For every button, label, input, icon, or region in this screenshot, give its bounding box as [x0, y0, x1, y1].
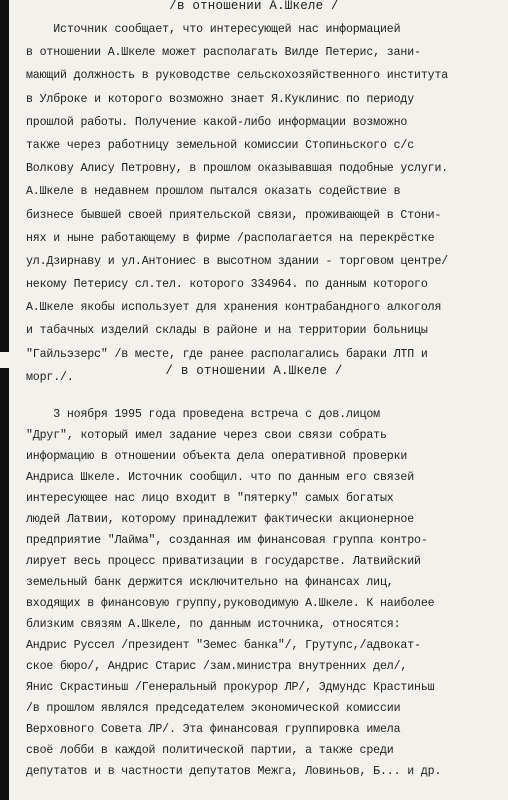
text-line: нях и ныне работающему в фирме /располагается на перекрёстке	[26, 231, 435, 245]
text-line: в Улброке и которого возможно знает Я.Куклинис по периоду	[26, 92, 415, 106]
text-line: ское бюро/, Андрис Старис /зам.министра внутренних дел/,	[26, 660, 408, 673]
text-line: близким связям А.Шкеле, по данным источника, относятся:	[26, 618, 401, 631]
text-line: "Друг", который имел задание через свои связи собрать	[26, 429, 387, 442]
section-heading-1: /в отношении А.Шкеле /	[169, 0, 339, 13]
scan-edge-mark-bottom	[0, 368, 9, 800]
text-line: мающий должность в руководстве сельскохозяйственного института	[26, 69, 449, 83]
text-line: предприятие "Лайма", созданная им финансовая группа контро-	[26, 534, 428, 547]
text-line: некому Петерису сл.тел. которого 334964. по данным которого	[26, 278, 428, 292]
text-line: бизнесе бывшей своей приятельской связи, проживающей в Стони-	[26, 208, 442, 222]
text-line: ул.Дзирнаву и ул.Антониес в высотном здании - торговом центре/	[26, 254, 449, 268]
text-line: в отношении А.Шкеле может располагать Вилде Петерис, зани-	[26, 46, 421, 60]
text-line: А.Шкеле якобы использует для хранения контрабандного алкоголя	[26, 301, 442, 315]
text-line: "Гайльэзерс" /в месте, где ранее располагались бараки ЛТП и	[26, 347, 428, 361]
text-line: Янис Скрастиньш /Генеральный прокурор ЛР/, Эдмундс Крастиньш	[26, 681, 435, 694]
text-line: земельный банк держится исключительно на финансах лиц,	[26, 576, 394, 589]
scan-edge-mark-top	[0, 0, 9, 352]
text-line: Волкову Алису Петровну, в прошлом оказывавшая подобные услуги.	[26, 162, 449, 176]
text-line: А.Шкеле в недавнем прошлом пытался оказать содействие в	[26, 185, 401, 199]
text-line: депутатов и в частности депутатов Межга, Ловиньов, Б... и др.	[26, 765, 442, 778]
text-line: прошлой работы. Получение какой-либо информации возможно	[26, 115, 408, 129]
text-line: /в прошлом являлся председателем экономической комиссии	[26, 702, 401, 715]
text-line: людей Латвии, которому принадлежит фактически акционерное	[26, 513, 415, 526]
text-line: информацию в отношении объекта дела оперативной проверки	[26, 450, 408, 463]
text-line: Источник сообщает, что интересующей нас информацией	[26, 23, 401, 36]
text-line: Верховного Совета ЛР/. Эта финансовая группировка имела	[26, 723, 401, 736]
text-line: и табачных изделий склады в районе и на территории больницы	[26, 324, 428, 338]
section-body-2	[26, 404, 496, 782]
text-line: морг./.	[26, 370, 74, 384]
text-line: также через работницу земельной комиссии Стопиньского с/с	[26, 138, 415, 152]
text-line: своё лобби в каждой политической партии, а также среди	[26, 744, 394, 757]
text-line: Андриса Шкеле. Источник сообщил. что по данным его связей	[26, 471, 415, 484]
text-line: интересующее нас лицо входит в "пятерку" самых богатых	[26, 492, 394, 505]
text-line: 3 ноября 1995 года проведена встреча с дов.лицом	[26, 408, 380, 421]
section-body-1	[26, 18, 496, 389]
section-heading-2: / в отношении А.Шкеле /	[165, 364, 343, 378]
text-line: входящих в финансовую группу,руководимую А.Шкеле. К наиболее	[26, 597, 435, 610]
text-line: лирует весь процесс приватизации в государстве. Латвийский	[26, 555, 421, 568]
text-line: Андрис Руссел /президент "Земес банка"/, Грутупс,/адвокат-	[26, 639, 421, 652]
